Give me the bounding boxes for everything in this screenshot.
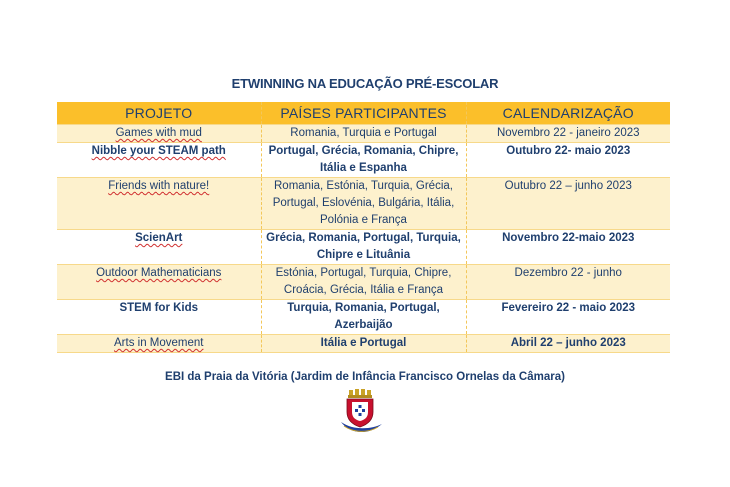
table-header-row: [57, 102, 670, 125]
table-row: [57, 300, 670, 335]
project-cell: [57, 300, 261, 335]
document-title: ETWINNING NA EDUCAÇÃO PRÉ-ESCOLAR: [231, 76, 499, 91]
dates-cell: Fevereiro 22 - maio 2023: [466, 300, 670, 335]
project-cell: [57, 178, 261, 230]
project-name: STEM for Kids: [119, 302, 199, 314]
header-paises: PAÍSES PARTICIPANTES: [261, 102, 466, 125]
table-row: [57, 143, 670, 178]
countries-cell: Romania, Turquia e Portugal: [261, 125, 466, 143]
dates-cell: Dezembro 22 - junho: [466, 265, 670, 300]
countries-cell: Grécia, Romania, Portugal, Turquia, Chipre e Lituânia: [261, 230, 466, 265]
projects-table: [57, 102, 670, 353]
project-name: Nibble your STEAM path: [91, 145, 226, 157]
dates-cell: Outubro 22 – junho 2023: [466, 178, 670, 230]
table-row: [57, 265, 670, 300]
countries-cell: Romania, Estónia, Turquia, Grécia, Portugal, Eslovénia, Bulgária, Itália, Polónia e França: [261, 178, 466, 230]
table-row: [57, 230, 670, 265]
project-name: ScienArt: [135, 232, 183, 244]
school-name: EBI da Praia da Vitória (Jardim de Infância Francisco Ornelas da Câmara): [165, 371, 565, 383]
project-name: Arts in Movement: [114, 337, 204, 349]
project-cell: [57, 335, 261, 353]
project-cell: [57, 125, 261, 143]
project-cell: [57, 230, 261, 265]
table-row: [57, 178, 670, 230]
dates-cell: Novembro 22 - janeiro 2023: [466, 125, 670, 143]
coat-of-arms-icon: [338, 388, 384, 436]
project-cell: [57, 265, 261, 300]
project-cell: [57, 143, 261, 178]
dates-cell: Outubro 22- maio 2023: [466, 143, 670, 178]
header-projeto: PROJETO: [57, 102, 261, 125]
countries-cell: Turquia, Romania, Portugal, Azerbaijão: [261, 300, 466, 335]
countries-cell: Portugal, Grécia, Romania, Chipre, Itália e Espanha: [261, 143, 466, 178]
header-calendarizacao: CALENDARIZAÇÃO: [466, 102, 670, 125]
project-name: Outdoor Mathematicians: [96, 267, 222, 279]
table-row: [57, 335, 670, 353]
countries-cell: Estónia, Portugal, Turquia, Chipre, Croácia, Grécia, Itália e França: [261, 265, 466, 300]
dates-cell: Novembro 22-maio 2023: [466, 230, 670, 265]
project-name: Games with mud: [115, 127, 202, 139]
dates-cell: Abril 22 – junho 2023: [466, 335, 670, 353]
project-name: Friends with nature!: [108, 180, 210, 192]
countries-cell: Itália e Portugal: [261, 335, 466, 353]
table-row: [57, 125, 670, 143]
